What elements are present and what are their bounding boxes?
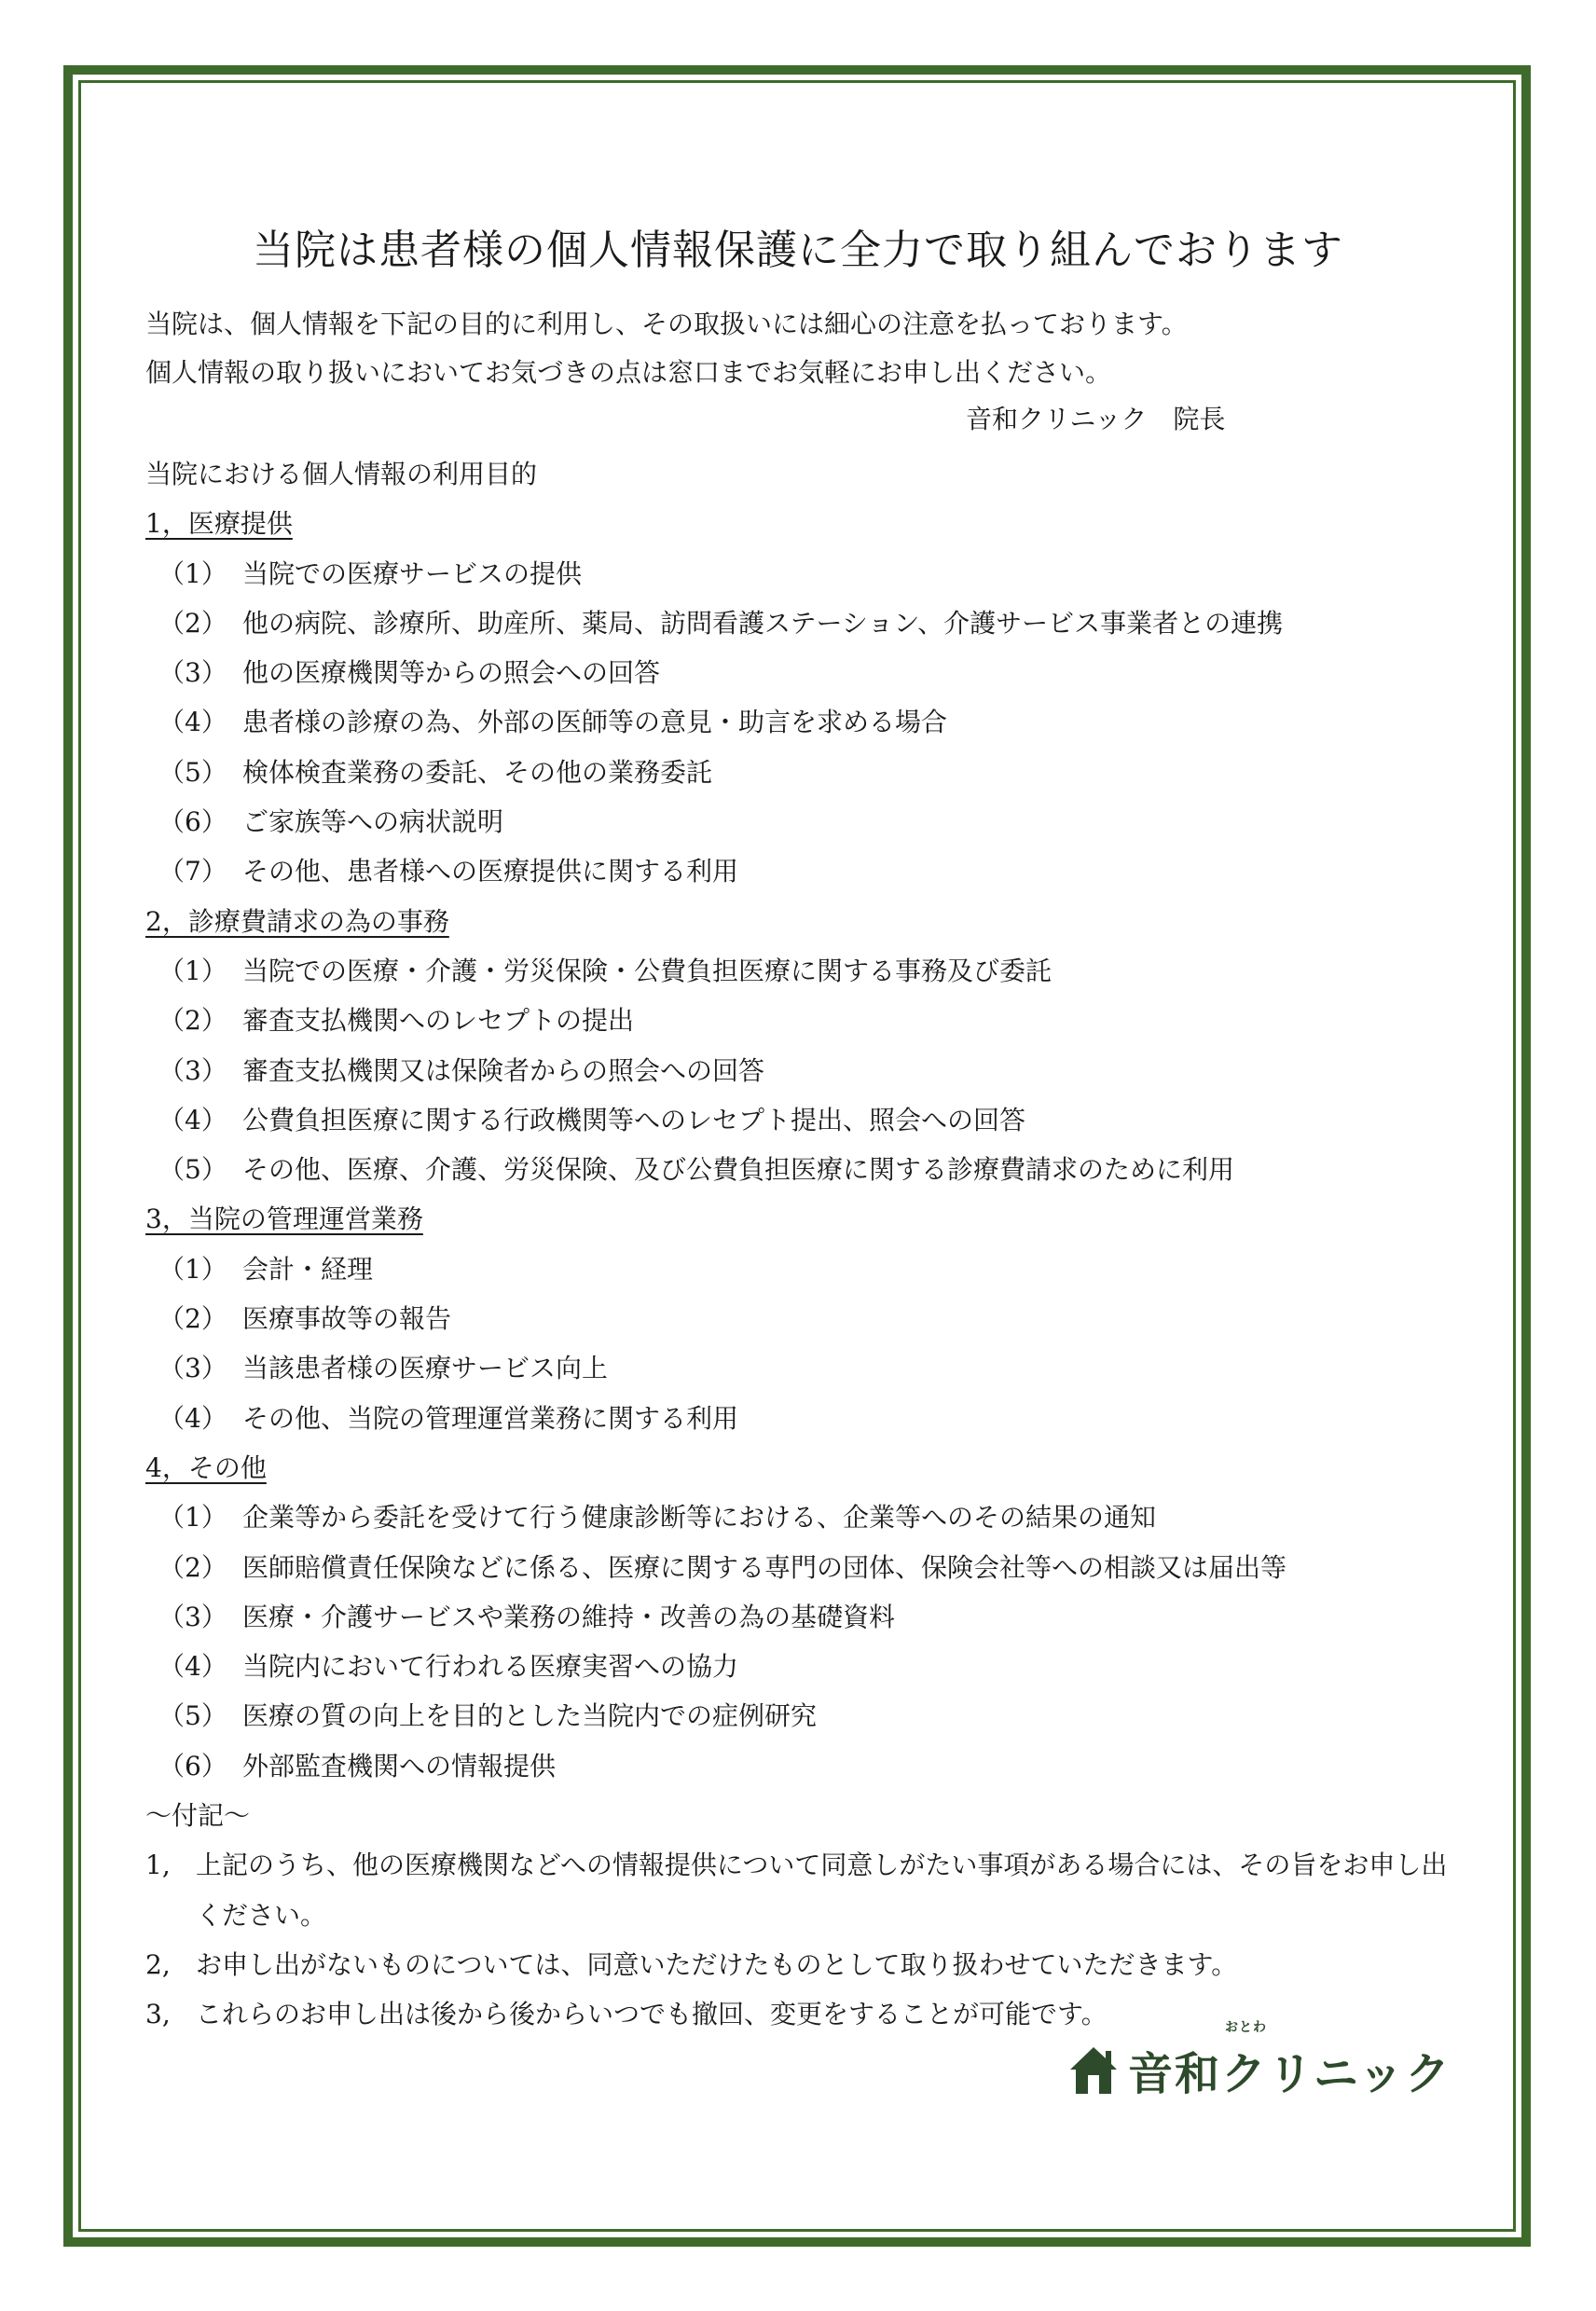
section-heading: 2，診療費請求の為の事務	[145, 905, 449, 937]
purpose-heading: 当院における個人情報の利用目的	[145, 459, 538, 489]
list-item: （4） 当院内において行われる医療実習への協力	[158, 1651, 739, 1683]
appendix-note: 3, これらのお申し出は後から後からいつでも撤回、変更をすることが可能です。	[145, 1999, 1108, 2030]
list-item: （3） 当該患者様の医療サービス向上	[158, 1353, 609, 1384]
list-item: （3） 審査支払機関又は保険者からの照会への回答	[158, 1054, 765, 1086]
intro-line: 個人情報の取り扱いにおいてお気づきの点は窓口までお気軽にお申し出ください。	[145, 357, 1112, 388]
content	[145, 449, 1469, 2040]
list-item: （3） 他の医療機関等からの照会への回答	[158, 657, 661, 689]
list-item: （1） 当院での医療サービスの提供	[158, 557, 583, 589]
appendix-note: 2, お申し出がないものについては、同意いただけたものとして取り扱わせていただきます。	[145, 1948, 1238, 1980]
list-item: （5） 検体検査業務の委託、その他の業務委託	[158, 756, 713, 788]
list-item: （2） 審査支払機関へのレセプトの提出	[158, 1005, 635, 1037]
list-item: （3） 医療・介護サービスや業務の維持・改善の為の基礎資料	[158, 1601, 896, 1632]
section-heading: 3，当院の管理運営業務	[145, 1204, 423, 1235]
list-item: （6） ご家族等への病状説明	[158, 806, 504, 838]
logo-ruby: おとわ	[1225, 2019, 1267, 2035]
list-item: （4） 公費負担医療に関する行政機関等へのレセプト提出、照会への回答	[158, 1104, 1026, 1135]
appendix-heading: ～付記～	[145, 1800, 251, 1832]
section-heading: 1，医療提供	[145, 508, 293, 540]
list-item: （4） その他、当院の管理運営業務に関する利用	[158, 1402, 739, 1434]
list-item: （1） 当院での医療・介護・労災保険・公費負担医療に関する事務及び委託	[158, 955, 1053, 986]
intro-line: 当院は、個人情報を下記の目的に利用し、その取扱いには細心の注意を払っております。	[145, 309, 1188, 339]
page-title: 当院は患者様の個人情報保護に全力で取り組んでおります	[253, 227, 1343, 274]
list-item: （1） 会計・経理	[158, 1253, 374, 1285]
list-item: （1） 企業等から委託を受けて行う健康診断等における、企業等へのその結果の通知	[158, 1502, 1157, 1534]
list-item: （2） 他の病院、診療所、助産所、薬局、訪問看護ステーション、介護サービス事業者との連携	[158, 607, 1284, 639]
list-item: （2） 医療事故等の報告	[158, 1303, 452, 1335]
list-item: （7） その他、患者様への医療提供に関する利用	[158, 856, 739, 887]
list-item: （4） 患者様の診療の為、外部の医師等の意見・助言を求める場合	[158, 707, 948, 738]
list-item: （6） 外部監査機関への情報提供	[158, 1750, 557, 1781]
appendix-note: 1, 上記のうち、他の医療機関などへの情報提供について同意しがたい事項がある場合には、その旨をお申し出ください。	[145, 1850, 1448, 1931]
list-item: （5） 医療の質の向上を目的とした当院内での症例研究	[158, 1700, 818, 1732]
list-item: （2） 医師賠償責任保険などに係る、医療に関する専門の団体、保険会社等への相談又は届出等	[158, 1551, 1287, 1583]
logo-name	[1128, 2019, 1452, 2102]
section-heading: 4，その他	[145, 1451, 267, 1483]
logo-name-text: 音和クリニック	[1128, 2047, 1452, 2100]
house-icon	[1068, 2043, 1119, 2096]
signature: 音和クリニック 院長	[966, 404, 1226, 434]
clinic-logo	[1068, 2019, 1452, 2107]
list-item: （5） その他、医療、介護、労災保険、及び公費負担医療に関する診療費請求のために利用	[158, 1154, 1235, 1186]
intro	[145, 300, 1188, 397]
